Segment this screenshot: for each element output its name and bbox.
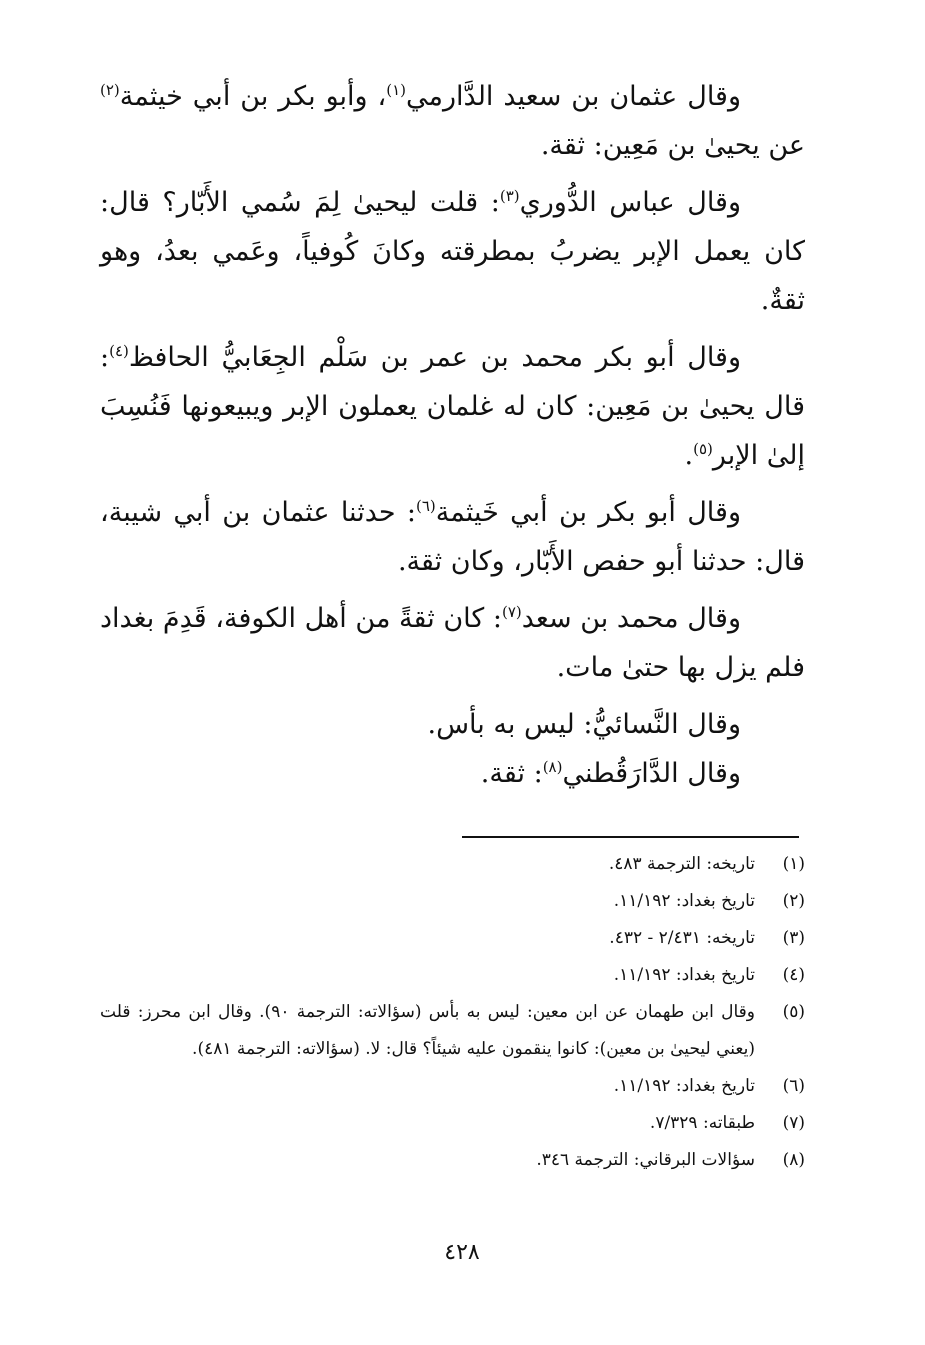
footnote-3 — [100, 920, 805, 957]
footnote-text: سؤالات البرقاني: الترجمة ٣٤٦. — [536, 1150, 755, 1170]
paragraph-text: وقال عباس الدُّوري — [519, 187, 741, 218]
paragraph-text: : ثقة. — [480, 758, 543, 789]
paragraph-text: وقال محمد بن سعد — [521, 603, 741, 634]
page-number: ٤٢٨ — [444, 1240, 480, 1265]
footnote-number: (٦) — [782, 1076, 805, 1096]
main-text — [100, 72, 805, 798]
paragraph-3 — [100, 333, 805, 480]
footnote-6 — [100, 1068, 805, 1105]
footnote-4 — [100, 957, 805, 994]
paragraph-text: ، وأبو بكر بن أبي خيثمة — [119, 81, 387, 112]
paragraph-text: : قال يحيىٰ بن مَعِين: كان له غلمان يعملون الإبر ويبيعونها فَنُسِبَ إلىٰ الإبر — [100, 342, 805, 471]
paragraph-5 — [100, 594, 805, 692]
paragraph-1 — [100, 72, 805, 170]
footnote-number: (٨) — [782, 1150, 805, 1170]
paragraph-text: وقال أبو بكر بن أبي خَيثمة — [435, 497, 741, 528]
footnote-text: طبقاته: ٧/٣٢٩. — [649, 1113, 755, 1133]
paragraph-text: . — [684, 440, 694, 471]
paragraph-2 — [100, 178, 805, 325]
footnote-reference: (٥) — [693, 440, 713, 458]
footnote-text: وقال ابن طهمان عن ابن معين: ليس به بأس (سؤالاته: الترجمة ٩٠). وقال ابن محرز: قلت (يعني ليحيىٰ بن معين): كانوا ينقمون عليه شيئاً؟ قال: لا. (سؤالاته: الترجمة ٤٨١). — [100, 1002, 756, 1059]
paragraph-text: وقال عثمان بن سعيد الدَّارمي — [406, 81, 741, 112]
paragraph-text: وقال النَّسائيُّ: ليس به بأس. — [427, 709, 741, 740]
footnote-reference: (٧) — [501, 603, 522, 621]
footnote-1 — [100, 846, 805, 883]
footnote-7 — [100, 1105, 805, 1142]
footnote-8 — [100, 1142, 805, 1179]
paragraph-6 — [100, 700, 805, 749]
paragraph-7 — [100, 749, 805, 798]
paragraph-text: عن يحيىٰ بن مَعِين: ثقة. — [540, 130, 805, 161]
footnote-reference: (٤) — [109, 342, 129, 360]
footnote-number: (٣) — [782, 928, 805, 948]
footnote-text: تاريخه: الترجمة ٤٨٣. — [608, 854, 755, 874]
paragraph-text: وقال أبو بكر محمد بن عمر بن سَلْم الجِعَابيُّ الحافظ — [128, 342, 741, 373]
footnote-text: تاريخ بغداد: ١١/١٩٢. — [613, 1076, 755, 1096]
footnote-2 — [100, 883, 805, 920]
footnote-text: تاريخ بغداد: ١١/١٩٢. — [613, 891, 755, 911]
footnote-text: تاريخ بغداد: ١١/١٩٢. — [613, 965, 755, 985]
footnote-number: (٤) — [782, 965, 805, 985]
footnote-separator — [462, 836, 799, 838]
footnote-text: تاريخه: ٢/٤٣١ - ٤٣٢. — [609, 928, 755, 948]
footnote-number: (١) — [782, 854, 805, 874]
footnote-number: (٧) — [782, 1113, 805, 1133]
footnote-5 — [100, 994, 805, 1068]
footnote-reference: (١) — [386, 81, 407, 99]
footnote-number: (٢) — [782, 891, 805, 911]
footnotes — [100, 846, 805, 1179]
paragraph-text: : حدثنا عثمان بن أبي شيبة، قال: حدثنا أبو حفص الأَبّار، وكان ثقة. — [100, 497, 805, 577]
paragraph-text: وقال الدَّارَقُطني — [562, 758, 741, 789]
footnote-reference: (٨) — [542, 758, 563, 776]
paragraph-4 — [100, 488, 805, 586]
footnote-reference: (٣) — [499, 187, 520, 205]
footnote-reference: (٢) — [100, 81, 120, 99]
footnote-reference: (٦) — [415, 497, 436, 515]
footnote-number: (٥) — [782, 1002, 805, 1022]
paragraph-text: : قلت ليحيىٰ لِمَ سُمي الأَبّار؟ قال: كان يعمل الإبر يضربُ بمطرقته وكانَ كُوفياً، وعَمي بعدُ، وهو ثقةٌ. — [100, 187, 805, 316]
paragraph-text: : كان ثقةً من أهل الكوفة، قَدِمَ بغداد فلم يزل بها حتىٰ مات. — [100, 603, 805, 683]
